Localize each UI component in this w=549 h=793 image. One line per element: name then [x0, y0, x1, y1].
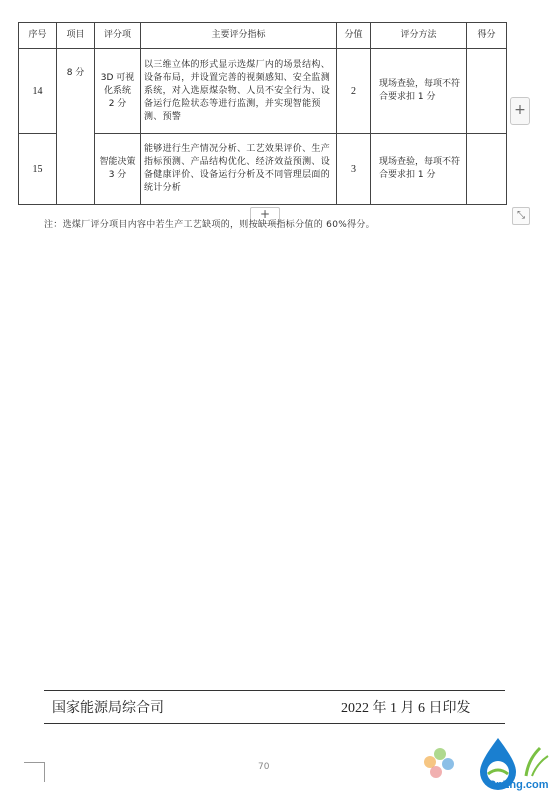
method-text: 现场查验，每项不符合要求扣 1 分	[371, 49, 467, 134]
row-no: 14	[19, 49, 57, 134]
footer-divider-top	[44, 690, 505, 691]
sub-item: 3D 可视化系统 2 分	[95, 49, 141, 134]
result-cell[interactable]	[467, 49, 507, 134]
table-resize-handle[interactable]: ⤡	[512, 207, 530, 225]
footer-divider-bottom	[44, 723, 505, 724]
crop-mark	[24, 762, 44, 763]
indicator-text: 能够进行生产情况分析、工艺效果评价、生产指标预测、产品结构优化、经济效益预测、设备健康评价、设备运行分析及不同管理层面的统计分析	[141, 134, 337, 205]
item-group: 8 分	[57, 49, 95, 205]
score-value: 3	[337, 134, 371, 205]
add-row-button[interactable]: +	[250, 207, 280, 224]
row-no: 15	[19, 134, 57, 205]
header-method: 评分方法	[371, 23, 467, 49]
site-watermark-logo	[408, 732, 549, 793]
table-footnote: 注：选煤厂评分项目内容中若生产工艺缺项的，则按缺项指标分值的 60%得分。	[44, 220, 375, 230]
flower-icon	[424, 748, 454, 778]
table-header-row	[19, 23, 507, 49]
sub-item: 智能决策 3 分	[95, 134, 141, 205]
header-sub-item: 评分项	[95, 23, 141, 49]
issuer-name: 国家能源局综合司	[52, 700, 164, 716]
table-row	[19, 49, 507, 134]
crop-mark	[44, 762, 45, 782]
issue-date: 2022 年 1 月 6 日印发	[341, 701, 471, 716]
page-number: 70	[258, 762, 270, 772]
header-result: 得分	[467, 23, 507, 49]
watermark-text: CnLng.com	[488, 779, 549, 791]
header-score: 分值	[337, 23, 371, 49]
method-text: 现场查验，每项不符合要求扣 1 分	[371, 134, 467, 205]
score-value: 2	[337, 49, 371, 134]
leaves-icon	[526, 748, 548, 776]
header-no: 序号	[19, 23, 57, 49]
result-cell[interactable]	[467, 134, 507, 205]
scoring-table	[18, 22, 507, 205]
indicator-text: 以三维立体的形式显示选煤厂内的场景结构、设备布局，并设置完善的视频感知、安全监测系统，对入选原煤杂物、人员不安全行为、设备运行危险状态等进行监测，并实现智能预测、预警	[141, 49, 337, 134]
header-indicator: 主要评分指标	[141, 23, 337, 49]
header-item: 项目	[57, 23, 95, 49]
add-column-button[interactable]: +	[510, 97, 530, 125]
